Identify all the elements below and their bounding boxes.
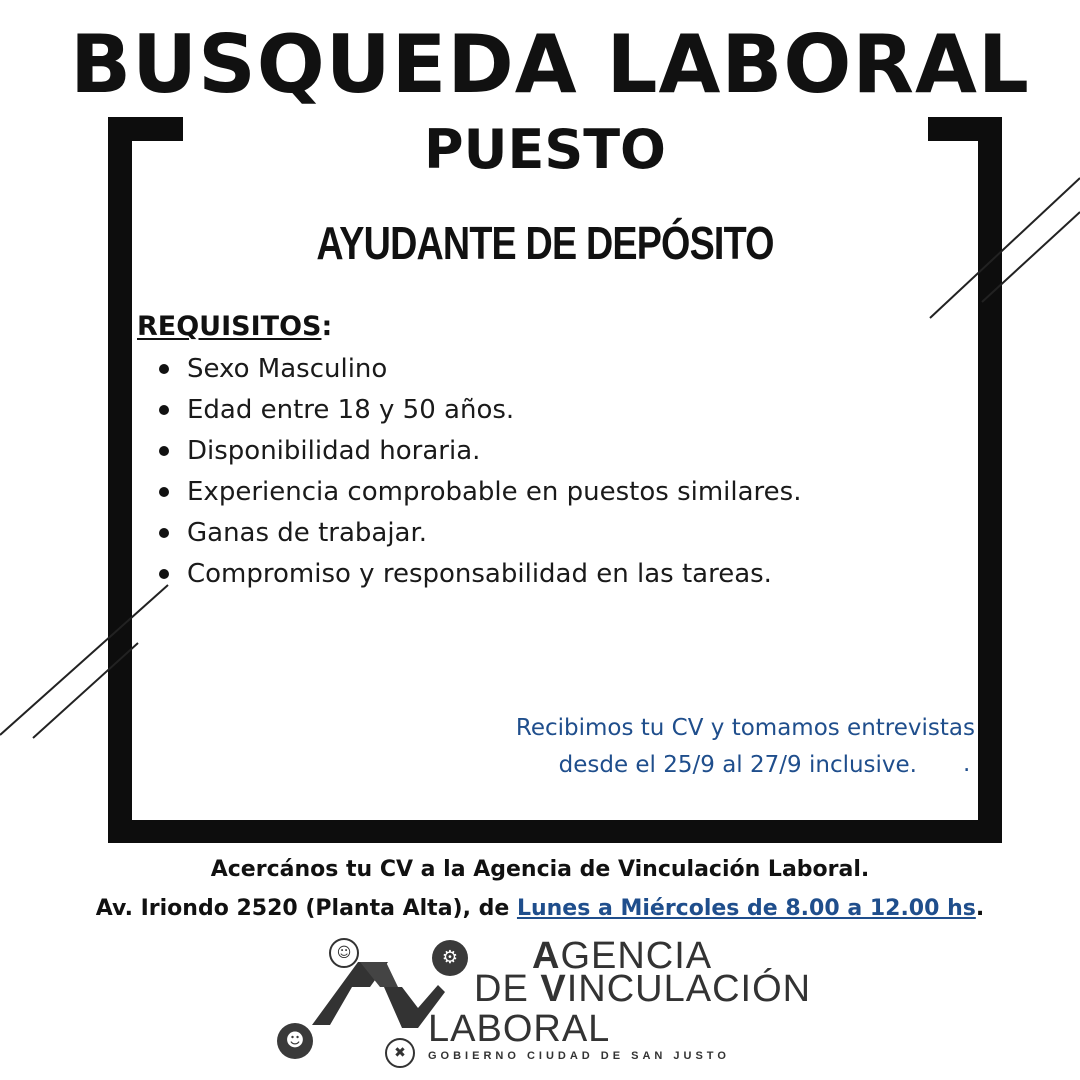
footer-line2 [0, 896, 1080, 921]
logo-initial-v: V [540, 968, 567, 1010]
cv-note-line2: desde el 25/9 al 27/9 inclusive. [558, 752, 917, 778]
logo-word-agencia-rest: GENCIA [560, 935, 713, 977]
logo-people-icon: ☺ [329, 938, 359, 968]
requirement-item [155, 350, 801, 391]
cv-note-dot: . [963, 751, 971, 777]
logo-word-de: DE [474, 968, 541, 1010]
requirement-text: Disponibilidad horaria. [187, 436, 481, 466]
logo-word-vinculacion [474, 968, 811, 1011]
logo-word-laboral: LABORAL [428, 1008, 611, 1050]
requirements-list [155, 350, 801, 596]
bullet-icon [159, 364, 169, 374]
footer-line2-period: . [975, 896, 985, 921]
requirements-heading [137, 311, 332, 342]
requirement-item [155, 473, 801, 514]
bullet-icon [159, 569, 169, 579]
schedule-link[interactable]: Lunes a Miércoles de 8.00 a 12.00 hs [516, 896, 976, 921]
requirement-item [155, 514, 801, 555]
page-title: BUSQUEDA LABORAL [70, 18, 1030, 111]
logo-factory-icon: ⚙ [432, 940, 468, 976]
position-title: AYUDANTE DE DEPÓSITO [316, 217, 774, 269]
requirements-heading-colon: : [321, 311, 333, 342]
bullet-icon [159, 528, 169, 538]
requirements-heading-text: REQUISITOS [137, 311, 322, 342]
diagonal-line-right-1 [930, 178, 1080, 318]
requirement-text: Compromiso y responsabilidad en las tareas. [187, 559, 772, 589]
footer-line1: Acercános tu CV a la Agencia de Vinculación Laboral. [210, 857, 870, 882]
bullet-icon [159, 446, 169, 456]
requirement-text: Ganas de trabajar. [187, 518, 428, 548]
requirement-text: Sexo Masculino [187, 354, 388, 384]
cv-note [430, 710, 975, 784]
logo-faces-icon: ☻ [277, 1023, 313, 1059]
bullet-icon [159, 487, 169, 497]
bullet-icon [159, 405, 169, 415]
logo-initial-a: A [532, 935, 561, 977]
requirement-text: Experiencia comprobable en puestos similares. [187, 477, 802, 507]
puesto-label: PUESTO [424, 118, 666, 181]
diagonal-line-left-1 [0, 585, 168, 735]
requirement-item [155, 432, 801, 473]
requirement-item [155, 391, 801, 432]
logo-tagline: GOBIERNO CIUDAD DE SAN JUSTO [428, 1050, 730, 1062]
requirement-item [155, 555, 801, 596]
logo-tools-icon: ✖ [385, 1038, 415, 1068]
footer-address: Av. Iriondo 2520 (Planta Alta), de [95, 896, 517, 921]
logo-word-vinculacion-rest: INCULACIÓN [566, 968, 812, 1010]
requirement-text: Edad entre 18 y 50 años. [187, 395, 515, 425]
cv-note-line1: Recibimos tu CV y tomamos entrevistas [515, 715, 975, 741]
